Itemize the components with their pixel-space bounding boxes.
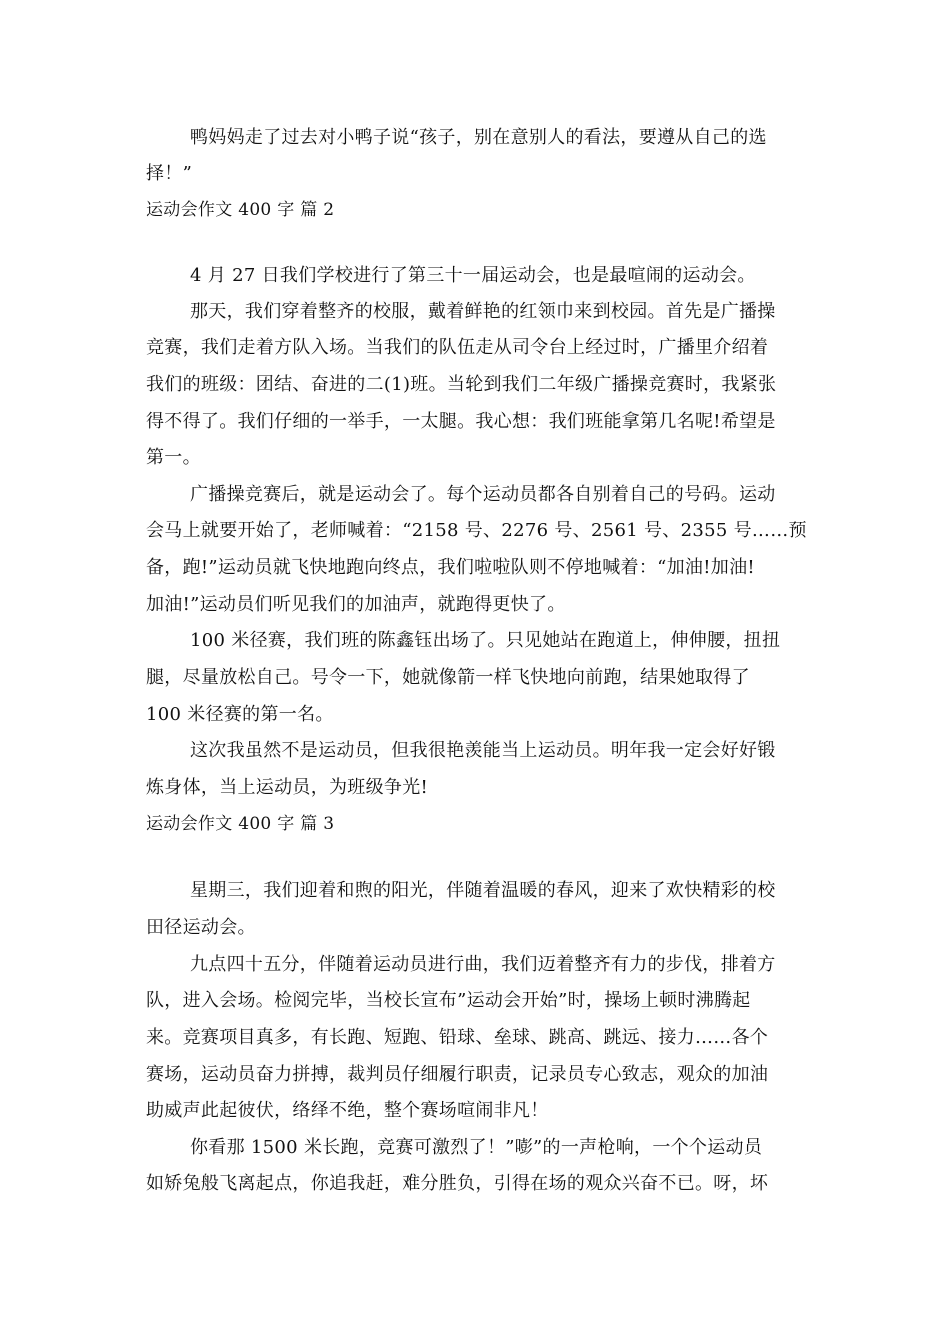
paragraph-line: 队，进入会场。检阅完毕，当校长宣布”运动会开始”时，操场上顿时沸腾起	[146, 990, 751, 1011]
paragraph-line: 赛场，运动员奋力拼搏，裁判员仔细履行职责，记录员专心致志，观众的加油	[146, 1064, 769, 1085]
paragraph-line: 炼身体，当上运动员，为班级争光!	[146, 777, 429, 798]
paragraph-line: 这次我虽然不是运动员，但我很艳羡能当上运动员。明年我一定会好好锻	[190, 740, 776, 761]
paragraph-line: 100 米径赛的第一名。	[146, 704, 334, 725]
paragraph-line: 你看那 1500 米长跑，竞赛可激烈了！”嘭”的一声枪响，一个个运动员	[190, 1137, 763, 1158]
section-heading: 运动会作文 400 字 篇 3	[146, 814, 335, 834]
paragraph-line: 加油!”运动员们听见我们的加油声，就跑得更快了。	[146, 594, 566, 615]
paragraph-line: 会马上就要开始了，老师喊着：“2158 号、2276 号、2561 号、2355 号……预	[146, 520, 807, 541]
paragraph-line: 如矫兔般飞离起点，你追我赶，难分胜负，引得在场的观众兴奋不已。呀，坏	[146, 1173, 769, 1194]
paragraph-line: 助威声此起彼伏，络绎不绝，整个赛场喧闹非凡！	[146, 1100, 549, 1121]
paragraph-line: 竞赛，我们走着方队入场。当我们的队伍走从司令台上经过时，广播里介绍着	[146, 337, 769, 358]
paragraph-line: 第一。	[146, 447, 201, 468]
paragraph-line: 备，跑!”运动员就飞快地跑向终点，我们啦啦队则不停地喊着：“加油!加油!	[146, 557, 755, 578]
paragraph-line: 择！”	[146, 163, 193, 184]
paragraph-line: 100 米径赛，我们班的陈鑫钰出场了。只见她站在跑道上，伸伸腰，扭扭	[190, 630, 781, 651]
paragraph-line: 腿，尽量放松自己。号令一下，她就像箭一样飞快地向前跑，结果她取得了	[146, 667, 750, 688]
paragraph-line: 那天，我们穿着整齐的校服，戴着鲜艳的红领巾来到校园。首先是广播操	[190, 301, 776, 322]
paragraph-line: 九点四十五分，伴随着运动员进行曲，我们迈着整齐有力的步伐，排着方	[190, 954, 776, 975]
section-heading: 运动会作文 400 字 篇 2	[146, 200, 335, 220]
paragraph-line: 广播操竞赛后，就是运动会了。每个运动员都各自别着自己的号码。运动	[190, 484, 776, 505]
paragraph-line: 来。竞赛项目真多，有长跑、短跑、铅球、垒球、跳高、跳远、接力……各个	[146, 1027, 769, 1048]
paragraph-line: 我们的班级：团结、奋进的二(1)班。当轮到我们二年级广播操竞赛时，我紧张	[146, 374, 777, 395]
paragraph-line: 田径运动会。	[146, 917, 256, 938]
paragraph-line: 得不得了。我们仔细的一举手，一太腿。我心想：我们班能拿第几名呢!希望是	[146, 411, 776, 432]
paragraph-line: 4 月 27 日我们学校进行了第三十一届运动会，也是最喧闹的运动会。	[190, 265, 756, 286]
paragraph-line: 星期三，我们迎着和煦的阳光，伴随着温暖的春风，迎来了欢快精彩的校	[190, 880, 776, 901]
paragraph-line: 鸭妈妈走了过去对小鸭子说“孩子，别在意别人的看法，要遵从自己的选	[190, 127, 767, 148]
